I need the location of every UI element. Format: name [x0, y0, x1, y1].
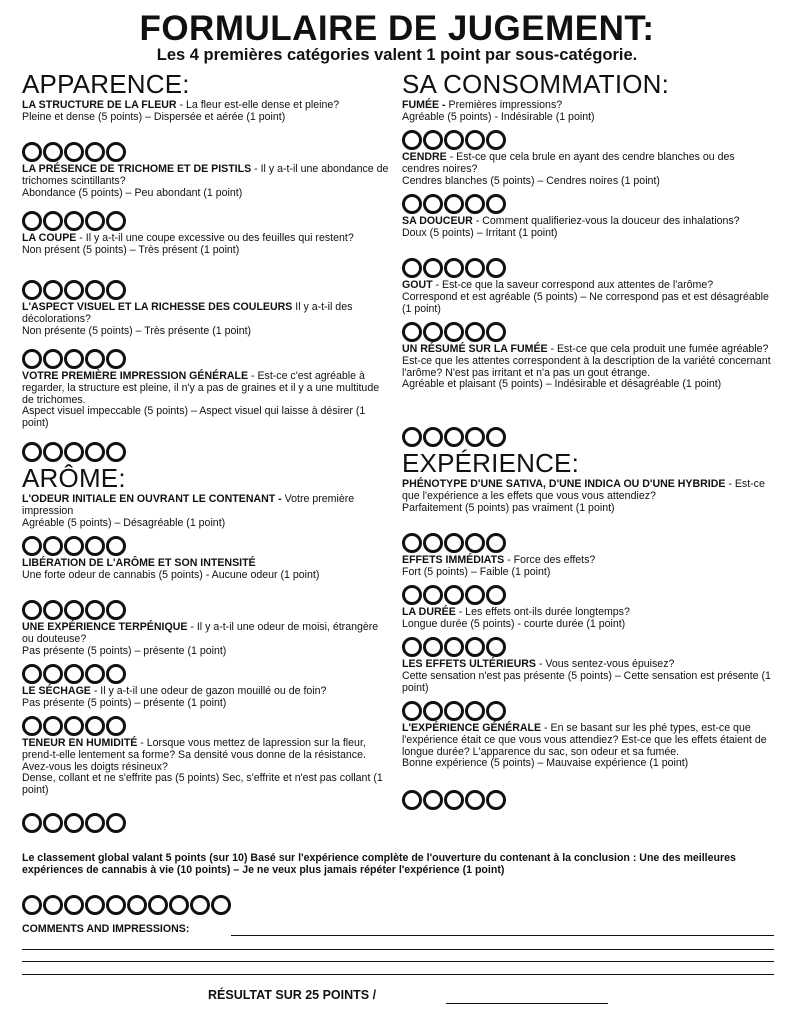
criterion-name: UNE EXPÉRIENCE TERPÉNIQUE: [22, 621, 188, 633]
rating-circle-5[interactable]: [106, 142, 126, 162]
criterion-name: LA PRÉSENCE DE TRICHOME ET DE PISTILS: [22, 163, 252, 175]
rating-circle-2[interactable]: [423, 194, 443, 214]
rating-circle-1[interactable]: [402, 585, 422, 605]
criterion-scale: Pas présente (5 points) – présente (1 point): [22, 644, 227, 657]
criterion-question: - Est-ce que l'expérience a les effets que vous vous attendiez?: [402, 478, 765, 502]
criterion-question: - Est-ce que la saveur correspond aux attentes de l'arôme?: [432, 279, 714, 291]
rating-circles: [22, 211, 390, 231]
criterion-question: - Il y a-t-il une coupe excessive ou des feuilles qui restent?: [76, 232, 354, 244]
overall-circle-1[interactable]: [22, 895, 42, 915]
criterion-scale: Correspond et est agréable (5 points) – Ne correspond pas et est désagréable (1 point): [402, 290, 769, 315]
rating-circle-2[interactable]: [43, 813, 63, 833]
rating-circle-1[interactable]: [22, 442, 42, 462]
criterion-item: [402, 555, 772, 580]
rating-circle-1[interactable]: [22, 211, 42, 231]
rating-circle-5[interactable]: [486, 258, 506, 278]
rating-circle-3[interactable]: [64, 716, 84, 736]
overall-circle-2[interactable]: [43, 895, 63, 915]
rating-circle-4[interactable]: [85, 664, 105, 684]
rating-circle-4[interactable]: [85, 280, 105, 300]
criterion-question: - En se basant sur les phé types, est-ce que l'expérience était ce que vous vous attendiez? Est-ce que les effets étaient de longue durée? L'apparence du sac, son odeur et sa fumée.: [402, 722, 767, 758]
criterion-scale: Cette sensation n'est pas présente (5 points) – Cette sensation est présente (1 point): [402, 669, 771, 694]
rating-circle-3[interactable]: [444, 258, 464, 278]
rating-circle-3[interactable]: [64, 211, 84, 231]
rating-circle-2[interactable]: [43, 600, 63, 620]
rating-circles: [22, 442, 390, 462]
rating-circles: [402, 322, 772, 342]
rating-circle-1[interactable]: [402, 533, 422, 553]
rating-circle-1[interactable]: [402, 701, 422, 721]
criterion-item: [402, 344, 772, 422]
criterion-name: VOTRE PREMIÈRE IMPRESSION GÉNÉRALE: [22, 370, 249, 382]
criterion-name: LA COUPE: [22, 232, 77, 244]
rating-circle-2[interactable]: [43, 280, 63, 300]
rating-circles: [22, 280, 390, 300]
rating-circle-2[interactable]: [423, 130, 443, 150]
rating-circles: [402, 533, 772, 553]
rating-circle-4[interactable]: [85, 600, 105, 620]
criterion-question: - Il y a-t-il une odeur de gazon mouillé ou de foin?: [90, 685, 327, 697]
criterion-scale: Agréable et plaisant (5 points) – Indésirable et désagréable (1 point): [402, 378, 722, 391]
rating-circle-1[interactable]: [22, 142, 42, 162]
rating-circle-1[interactable]: [402, 637, 422, 657]
rating-circles: [22, 664, 390, 684]
rating-circle-3[interactable]: [444, 637, 464, 657]
rating-circle-1[interactable]: [22, 536, 42, 556]
criterion-question: - Est-ce que cela produit une fumée agréable? Est-ce que les attentes correspondent à la description de la variété concernant l'arôme? N'est pas irritant et n'a pas un gout étrange.: [402, 343, 771, 379]
criterion-name: SA DOUCEUR: [402, 215, 473, 227]
criterion-scale: Pas présente (5 points) – présente (1 point): [22, 696, 227, 709]
overall-circle-5[interactable]: [106, 895, 126, 915]
rating-circle-5[interactable]: [486, 701, 506, 721]
rating-circle-2[interactable]: [43, 211, 63, 231]
rating-circle-2[interactable]: [43, 716, 63, 736]
rating-circle-3[interactable]: [444, 322, 464, 342]
overall-rating-text: Le classement global valant 5 points (sur 10) Basé sur l'expérience complète de l'ouverture du contenant à la conclusion : Une des meilleures expériences de cannabis à vie (10 points) – Je ne veux plus jamais répéter l'expérience (1 point): [22, 852, 736, 876]
criterion-scale: Non présente (5 points) – Très présente (1 point): [22, 324, 252, 337]
rating-circle-1[interactable]: [402, 130, 422, 150]
overall-circle-9[interactable]: [190, 895, 210, 915]
criterion-name: PHÉNOTYPE D'UNE SATIVA, D'UNE INDICA OU D'UNE HYBRIDE: [402, 478, 726, 490]
rating-circle-5[interactable]: [106, 716, 126, 736]
section-experience: [402, 449, 772, 810]
criterion-item: [22, 100, 390, 137]
criterion-name: FUMÉE -: [402, 99, 446, 111]
rating-circle-1[interactable]: [22, 280, 42, 300]
rating-circle-2[interactable]: [423, 322, 443, 342]
criterion-question: Votre première impression: [22, 493, 355, 517]
criterion-scale: Abondance (5 points) – Peu abondant (1 point): [22, 186, 243, 199]
criterion-question: - Force des effets?: [504, 554, 596, 566]
criterion-item: [22, 558, 390, 595]
criterion-item: [402, 659, 772, 696]
criterion-item: [402, 607, 772, 632]
rating-circle-1[interactable]: [22, 813, 42, 833]
criterion-scale: Pleine et dense (5 points) – Dispersée et aérée (1 point): [22, 110, 286, 123]
rating-circle-5[interactable]: [486, 194, 506, 214]
rating-circle-4[interactable]: [465, 790, 485, 810]
criterion-scale: Longue durée (5 points) - courte durée (1 point): [402, 617, 626, 630]
rating-circle-2[interactable]: [43, 442, 63, 462]
rating-circle-4[interactable]: [85, 813, 105, 833]
result-line[interactable]: [446, 1003, 608, 1004]
comments-line[interactable]: [22, 949, 774, 950]
criterion-item: [402, 280, 772, 317]
criterion-name: GOUT: [402, 279, 433, 291]
rating-circle-4[interactable]: [465, 701, 485, 721]
rating-circle-2[interactable]: [43, 142, 63, 162]
rating-circle-5[interactable]: [486, 637, 506, 657]
comments-line[interactable]: [22, 974, 774, 975]
rating-circle-2[interactable]: [423, 427, 443, 447]
rating-circle-2[interactable]: [43, 664, 63, 684]
criterion-scale: Non présent (5 points) – Très présent (1 point): [22, 243, 240, 256]
rating-circles: [22, 813, 390, 833]
criterion-item: [22, 622, 390, 659]
rating-circle-2[interactable]: [423, 258, 443, 278]
criterion-item: [22, 686, 390, 711]
rating-circle-2[interactable]: [423, 637, 443, 657]
criterion-scale: Dense, collant et ne s'effrite pas (5 points) Sec, s'effrite et n'est pas collant (1 point): [22, 772, 383, 797]
section-title: EXPÉRIENCE:: [402, 448, 580, 478]
rating-circles: [402, 427, 772, 447]
criterion-name: L'ASPECT VISUEL ET LA RICHESSE DES COULEURS: [22, 301, 293, 313]
rating-circle-3[interactable]: [444, 427, 464, 447]
form-title: FORMULAIRE DE JUGEMENT:: [139, 9, 655, 48]
criterion-scale: Agréable (5 points) - Indésirable (1 point): [402, 110, 595, 123]
rating-circle-3[interactable]: [444, 194, 464, 214]
criterion-name: L'EXPÉRIENCE GÉNÉRALE: [402, 722, 542, 734]
criterion-item: [22, 371, 390, 437]
criterion-item: [402, 100, 772, 125]
rating-circle-4[interactable]: [465, 194, 485, 214]
right-column: [402, 68, 772, 812]
criterion-question: - Les effets ont-ils durée longtemps?: [455, 606, 630, 618]
rating-circle-3[interactable]: [444, 585, 464, 605]
rating-circle-5[interactable]: [486, 427, 506, 447]
overall-circle-4[interactable]: [85, 895, 105, 915]
rating-circle-4[interactable]: [85, 716, 105, 736]
criterion-question: - Il y a-t-il une abondance de trichomes scintillants?: [22, 163, 389, 187]
criterion-question: - Comment qualifieriez-vous la douceur des inhalations?: [472, 215, 740, 227]
rating-circle-5[interactable]: [486, 130, 506, 150]
criterion-name: LE SÉCHAGE: [22, 685, 91, 697]
criterion-question: - Est-ce que cela brule en ayant des cendre blanches ou des cendres noires?: [402, 151, 735, 175]
overall-circle-10[interactable]: [211, 895, 231, 915]
rating-circle-2[interactable]: [43, 536, 63, 556]
rating-circle-1[interactable]: [402, 322, 422, 342]
overall-circle-7[interactable]: [148, 895, 168, 915]
section-title: ARÔME:: [22, 463, 126, 493]
rating-circle-4[interactable]: [465, 533, 485, 553]
overall-circle-6[interactable]: [127, 895, 147, 915]
rating-circles: [402, 701, 772, 721]
rating-circle-4[interactable]: [85, 442, 105, 462]
criterion-question: - Est-ce c'est agréable à regarder, la structure est pleine, il n'y a pas de graines et il y a une multitude de trichomes.: [22, 370, 380, 406]
criterion-item: [22, 494, 390, 531]
rating-circle-3[interactable]: [444, 130, 464, 150]
rating-circle-3[interactable]: [64, 442, 84, 462]
criterion-item: [402, 479, 772, 528]
criterion-item: [402, 723, 772, 785]
criterion-item: [22, 302, 390, 344]
result-label: RÉSULTAT SUR 25 POINTS /: [208, 988, 377, 1002]
rating-circle-5[interactable]: [106, 813, 126, 833]
criterion-question: - Il y a-t-il une odeur de moisi, étrangère ou douteuse?: [22, 621, 379, 645]
overall-circle-8[interactable]: [169, 895, 189, 915]
comments-label: COMMENTS AND IMPRESSIONS:: [22, 923, 190, 935]
rating-circles: [402, 258, 772, 278]
rating-circles: [402, 637, 772, 657]
rating-circle-1[interactable]: [22, 600, 42, 620]
rating-circle-3[interactable]: [64, 142, 84, 162]
criterion-item: [402, 216, 772, 253]
criterion-name: LA DURÉE: [402, 606, 456, 618]
rating-circle-4[interactable]: [85, 536, 105, 556]
criterion-name: L'ODEUR INITIALE EN OUVRANT LE CONTENANT -: [22, 493, 282, 505]
rating-circle-1[interactable]: [22, 716, 42, 736]
rating-circle-5[interactable]: [106, 280, 126, 300]
left-column: [22, 68, 390, 835]
rating-circles: [22, 716, 390, 736]
rating-circle-5[interactable]: [106, 349, 126, 369]
overall-circle-3[interactable]: [64, 895, 84, 915]
criterion-scale: Cendres blanches (5 points) – Cendres noires (1 point): [402, 174, 660, 187]
rating-circle-3[interactable]: [64, 349, 84, 369]
rating-circles: [402, 585, 772, 605]
criterion-name: EFFETS IMMÉDIATS: [402, 554, 505, 566]
rating-circle-4[interactable]: [465, 322, 485, 342]
criterion-question: Il y a-t-il des décolorations?: [22, 301, 353, 325]
rating-circle-5[interactable]: [106, 664, 126, 684]
rating-circle-4[interactable]: [85, 349, 105, 369]
rating-circle-5[interactable]: [486, 585, 506, 605]
rating-circle-4[interactable]: [465, 585, 485, 605]
rating-circle-5[interactable]: [486, 322, 506, 342]
criterion-name: TENEUR EN HUMIDITÉ: [22, 737, 138, 749]
criterion-scale: Doux (5 points) – Irritant (1 point): [402, 226, 558, 239]
rating-circles: [22, 349, 390, 369]
rating-circle-5[interactable]: [106, 211, 126, 231]
section-title: APPARENCE:: [22, 69, 190, 99]
rating-circle-2[interactable]: [423, 533, 443, 553]
rating-circle-2[interactable]: [423, 701, 443, 721]
criterion-name: LES EFFETS ULTÉRIEURS: [402, 658, 536, 670]
comments-line[interactable]: [231, 935, 774, 936]
criterion-name: UN RÉSUMÉ SUR LA FUMÉE: [402, 343, 548, 355]
criterion-scale: Bonne expérience (5 points) – Mauvaise expérience (1 point): [402, 757, 689, 770]
rating-circle-4[interactable]: [465, 130, 485, 150]
section-title: SA CONSOMMATION:: [402, 69, 670, 99]
rating-circle-4[interactable]: [465, 637, 485, 657]
criterion-item: [22, 233, 390, 275]
criterion-item: [22, 164, 390, 206]
criterion-question: - Lorsque vous mettez de lapression sur la fleur, prend-t-elle lentement sa forme? Sa densité vous donne de la résistance. Avez-vous les doigts résineux?: [22, 737, 366, 773]
rating-circles: [402, 790, 772, 810]
section-arome: [22, 464, 390, 833]
criterion-name: CENDRE: [402, 151, 447, 163]
rating-circle-4[interactable]: [465, 258, 485, 278]
rating-circle-1[interactable]: [22, 349, 42, 369]
rating-circles: [402, 194, 772, 214]
criterion-scale: Aspect visuel impeccable (5 points) – Aspect visuel qui laisse à désirer (1 point): [22, 405, 366, 430]
rating-circle-4[interactable]: [85, 142, 105, 162]
rating-circle-1[interactable]: [402, 790, 422, 810]
rating-circles: [402, 130, 772, 150]
section-consommation: [402, 70, 772, 447]
rating-circle-5[interactable]: [106, 442, 126, 462]
criterion-question: Premières impressions?: [445, 99, 563, 111]
rating-circle-3[interactable]: [64, 600, 84, 620]
criterion-item: [402, 152, 772, 189]
criterion-name: LA STRUCTURE DE LA FLEUR: [22, 99, 177, 111]
criterion-scale: Fort (5 points) – Faible (1 point): [402, 565, 551, 578]
rating-circle-3[interactable]: [444, 790, 464, 810]
form-subtitle: Les 4 premières catégories valent 1 point par sous-catégorie.: [156, 46, 638, 64]
comments-line[interactable]: [22, 961, 774, 962]
rating-circle-3[interactable]: [444, 533, 464, 553]
rating-circle-3[interactable]: [64, 536, 84, 556]
criterion-name: LIBÉRATION DE L'ARÔME ET SON INTENSITÉ: [22, 557, 256, 569]
criterion-scale: Parfaitement (5 points) pas vraiment (1 point): [402, 501, 615, 514]
section-apparence: [22, 70, 390, 462]
rating-circle-1[interactable]: [22, 664, 42, 684]
rating-circles: [22, 536, 390, 556]
rating-circle-3[interactable]: [444, 701, 464, 721]
criterion-scale: Une forte odeur de cannabis (5 points) - Aucune odeur (1 point): [22, 568, 320, 581]
rating-circle-5[interactable]: [486, 790, 506, 810]
rating-circle-3[interactable]: [64, 813, 84, 833]
rating-circle-1[interactable]: [402, 427, 422, 447]
rating-circle-1[interactable]: [402, 194, 422, 214]
rating-circle-5[interactable]: [486, 533, 506, 553]
rating-circles: [22, 142, 390, 162]
rating-circle-3[interactable]: [64, 280, 84, 300]
rating-circle-5[interactable]: [106, 600, 126, 620]
rating-circle-4[interactable]: [465, 427, 485, 447]
rating-circle-2[interactable]: [423, 585, 443, 605]
rating-circle-1[interactable]: [402, 258, 422, 278]
rating-circle-4[interactable]: [85, 211, 105, 231]
rating-circle-2[interactable]: [43, 349, 63, 369]
criterion-question: - La fleur est-elle dense et pleine?: [176, 99, 340, 111]
rating-circle-3[interactable]: [64, 664, 84, 684]
rating-circles: [22, 600, 390, 620]
criterion-scale: Agréable (5 points) – Désagréable (1 point): [22, 516, 226, 529]
rating-circle-5[interactable]: [106, 536, 126, 556]
criterion-item: [22, 738, 390, 808]
rating-circle-2[interactable]: [423, 790, 443, 810]
overall-rating-circles: [22, 895, 231, 915]
criterion-question: - Vous sentez-vous épuisez?: [536, 658, 675, 670]
